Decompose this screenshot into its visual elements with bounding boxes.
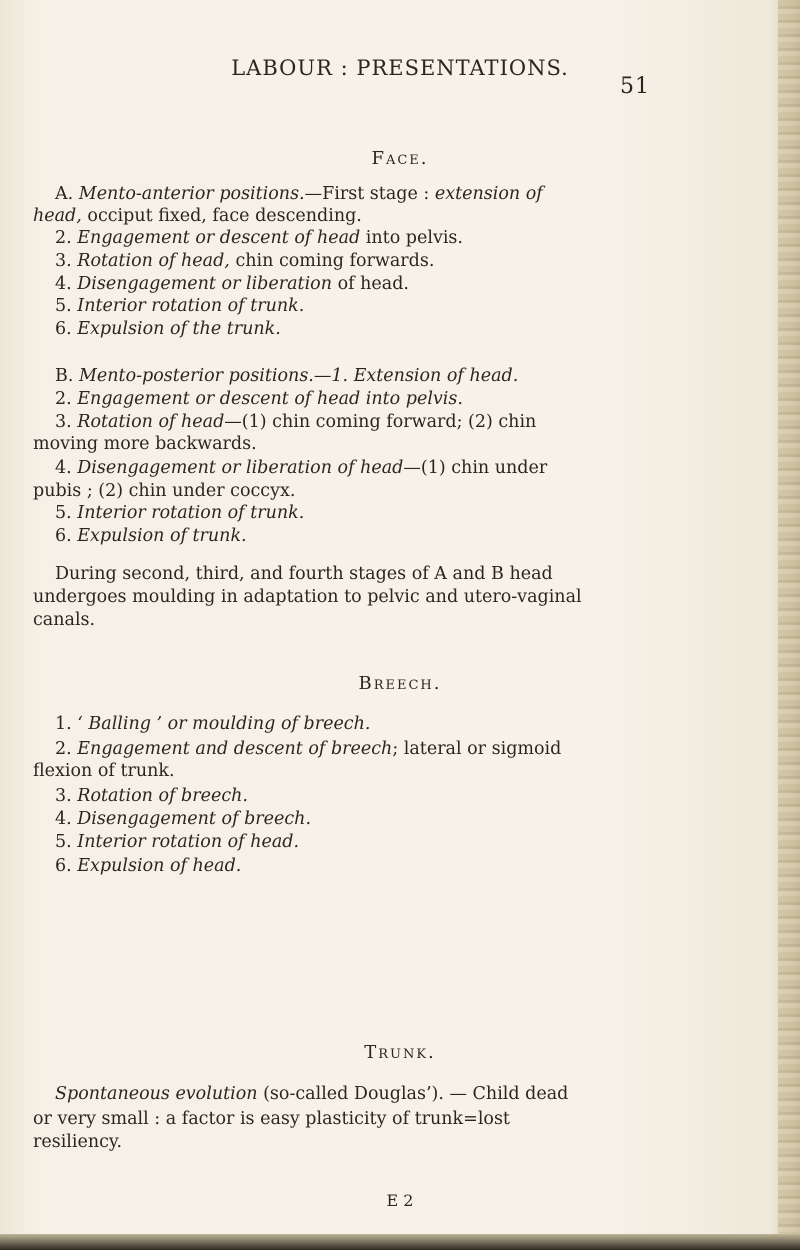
face-b-item4-cont: pubis ; (2) chin under coccyx. xyxy=(33,481,296,501)
face-a-item2: 2. Engagement or descent of head into pelvis. xyxy=(55,228,463,248)
running-title: LABOUR : PRESENTATIONS. xyxy=(231,56,569,80)
page-bottom-edge xyxy=(0,1234,800,1250)
face-note-line2: undergoes moulding in adaptation to pelvic and utero-vaginal xyxy=(33,587,582,607)
face-a-line2: head, occiput fixed, face descending. xyxy=(33,206,362,226)
section-heading-breech: Breech. xyxy=(358,673,442,694)
face-b-item3: 3. Rotation of head—(1) chin coming forward; (2) chin xyxy=(55,412,537,432)
face-b-item5: 5. Interior rotation of trunk. xyxy=(55,503,305,523)
breech-item2: 2. Engagement and descent of breech; lateral or sigmoid xyxy=(55,739,562,759)
breech-item5: 5. Interior rotation of head. xyxy=(55,832,300,852)
face-a-item5: 5. Interior rotation of trunk. xyxy=(55,296,305,316)
face-note-line1: During second, third, and fourth stages of A and B head xyxy=(55,564,553,584)
face-b-item3-cont: moving more backwards. xyxy=(33,434,257,454)
breech-item4: 4. Disengagement of breech. xyxy=(55,809,312,829)
signature-mark: E 2 xyxy=(386,1191,414,1210)
breech-item2-cont: flexion of trunk. xyxy=(33,761,175,781)
face-a-item4: 4. Disengagement or liberation of head. xyxy=(55,274,409,294)
breech-item1: 1. ‘ Balling ’ or moulding of breech. xyxy=(55,714,371,734)
breech-item6: 6. Expulsion of head. xyxy=(55,856,242,876)
face-a-item6: 6. Expulsion of the trunk. xyxy=(55,319,281,339)
running-header xyxy=(0,56,800,99)
face-b-item2: 2. Engagement or descent of head into pelvis. xyxy=(55,389,463,409)
face-b-item6: 6. Expulsion of trunk. xyxy=(55,526,247,546)
section-heading-face: Face. xyxy=(371,148,429,169)
face-note-line3: canals. xyxy=(33,610,96,630)
trunk-line1: Spontaneous evolution (so-called Douglas’). — Child dead xyxy=(55,1084,569,1104)
face-a-line1: A. Mento-anterior positions.—First stage : extension of xyxy=(55,184,543,204)
face-b-item4: 4. Disengagement or liberation of head—(1) chin under xyxy=(55,458,548,478)
trunk-line2: or very small : a factor is easy plasticity of trunk=lost xyxy=(33,1109,510,1129)
page-number: 51 xyxy=(620,74,650,99)
breech-item3: 3. Rotation of breech. xyxy=(55,786,248,806)
section-heading-trunk: Trunk. xyxy=(364,1042,436,1063)
face-b-line1: B. Mento-posterior positions.—1. Extension of head. xyxy=(55,366,519,386)
face-a-item3: 3. Rotation of head, chin coming forwards. xyxy=(55,251,435,271)
trunk-line3: resiliency. xyxy=(33,1132,123,1152)
